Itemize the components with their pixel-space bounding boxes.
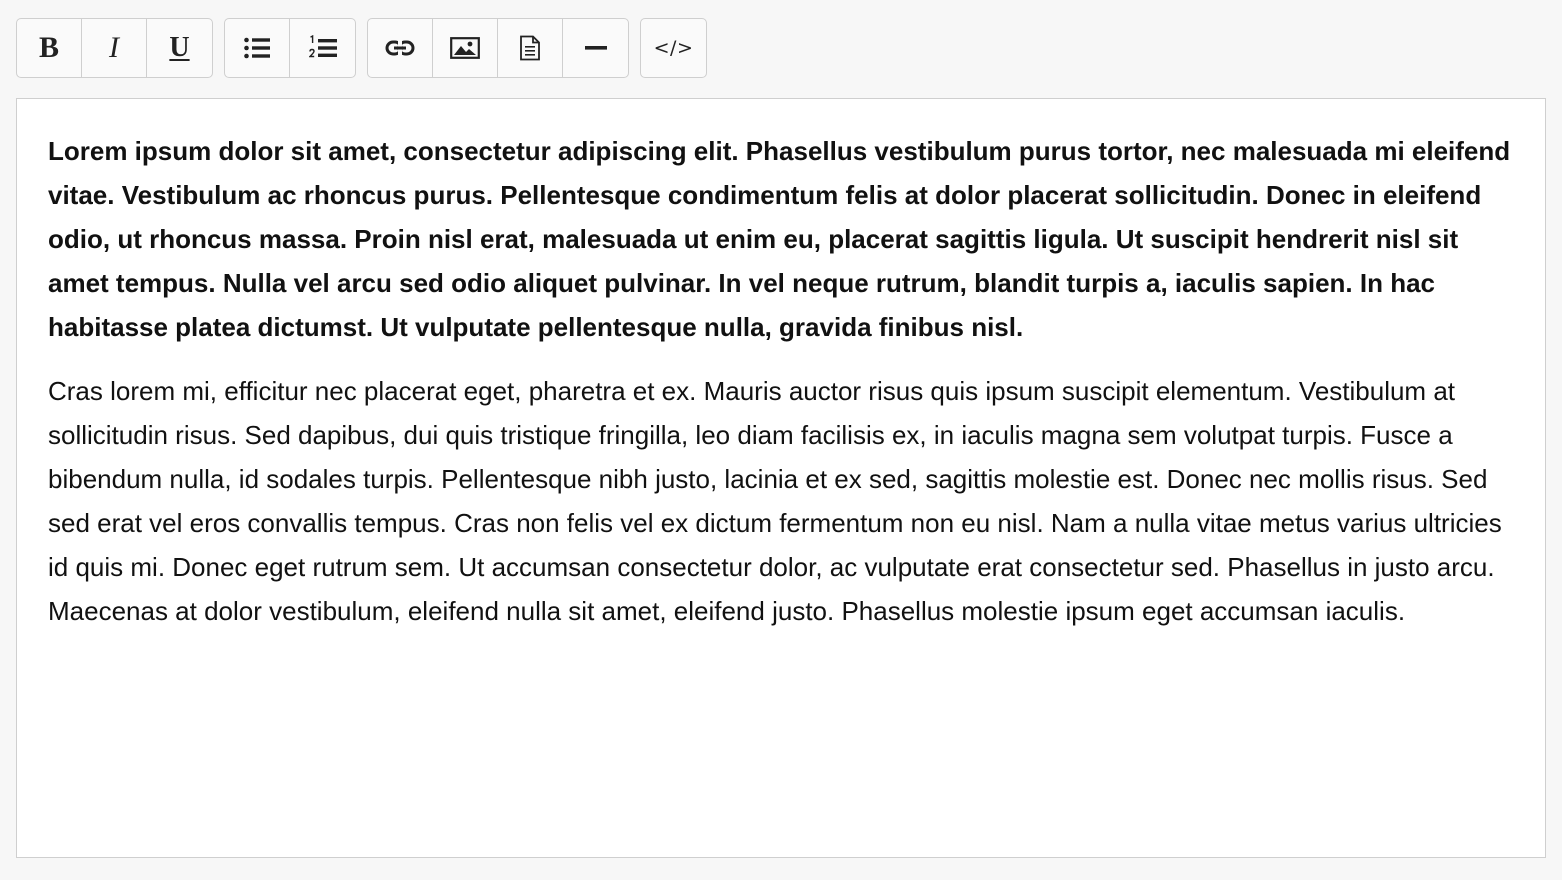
- bold-button[interactable]: [17, 19, 82, 77]
- italic-icon: I: [109, 31, 119, 64]
- editor-paragraph: Cras lorem mi, efficitur nec placerat eget, pharetra et ex. Mauris auctor risus quis ipsum suscipit elementum. Vestibulum at sollicitudin risus. Sed dapibus, dui quis tristique fringilla, leo diam facilisis ex, in iaculis magna sem volutpat turpis. Fusce a bibendum nulla, id sodales turpis. Pellentesque nibh justo, lacinia et ex sed, sagittis molestie est. Donec nec mollis risus. Sed sed erat vel eros convallis tempus. Cras non felis vel ex dictum fermentum non eu nisl. Nam a nulla vitae metus varius ultricies id quis mi. Donec eget rutrum sem. Ut accumsan consectetur dolor, ac vulputate erat consectetur sed. Phasellus in justo arcu. Maecenas at dolor vestibulum, eleifend nulla sit amet, eleifend justo. Phasellus molestie ipsum eget accumsan iaculis.: [48, 376, 1502, 626]
- editor-toolbar: [16, 18, 707, 78]
- insert-document-button[interactable]: [498, 19, 563, 77]
- source-group: [640, 18, 707, 78]
- horizontal-rule-button[interactable]: [563, 19, 628, 77]
- underline-button[interactable]: [147, 19, 212, 77]
- list-group: [224, 18, 356, 78]
- underline-icon: U: [169, 32, 190, 63]
- code-icon: </>: [653, 37, 694, 59]
- view-source-button[interactable]: [641, 19, 706, 77]
- bulleted-list-icon: [244, 37, 270, 59]
- document-icon: [519, 35, 541, 61]
- text-format-group: [16, 18, 213, 78]
- editor-content-area[interactable]: [16, 98, 1546, 858]
- editor-paragraph-bold: Lorem ipsum dolor sit amet, consectetur adipiscing elit. Phasellus vestibulum purus tortor, nec malesuada mi eleifend vitae. Vestibulum ac rhoncus purus. Pellentesque condimentum felis at dolor placerat sollicitudin. Donec in eleifend odio, ut rhoncus massa. Proin nisl erat, malesuada ut enim eu, placerat sagittis ligula. Ut suscipit hendrerit nisl sit amet tempus. Nulla vel arcu sed odio aliquet pulvinar. In vel neque rutrum, blandit turpis a, iaculis sapien. In hac habitasse platea dictumst. Ut vulputate pellentesque nulla, gravida finibus nisl.: [48, 136, 1511, 342]
- link-icon: [385, 40, 415, 56]
- italic-button[interactable]: [82, 19, 147, 77]
- image-icon: [450, 37, 480, 59]
- numbered-list-icon: [309, 35, 337, 61]
- insert-link-button[interactable]: [368, 19, 433, 77]
- horizontal-rule-icon: [585, 45, 607, 51]
- insert-group: [367, 18, 629, 78]
- numbered-list-button[interactable]: [290, 19, 355, 77]
- insert-image-button[interactable]: [433, 19, 498, 77]
- bold-icon: B: [38, 31, 59, 64]
- bulleted-list-button[interactable]: [225, 19, 290, 77]
